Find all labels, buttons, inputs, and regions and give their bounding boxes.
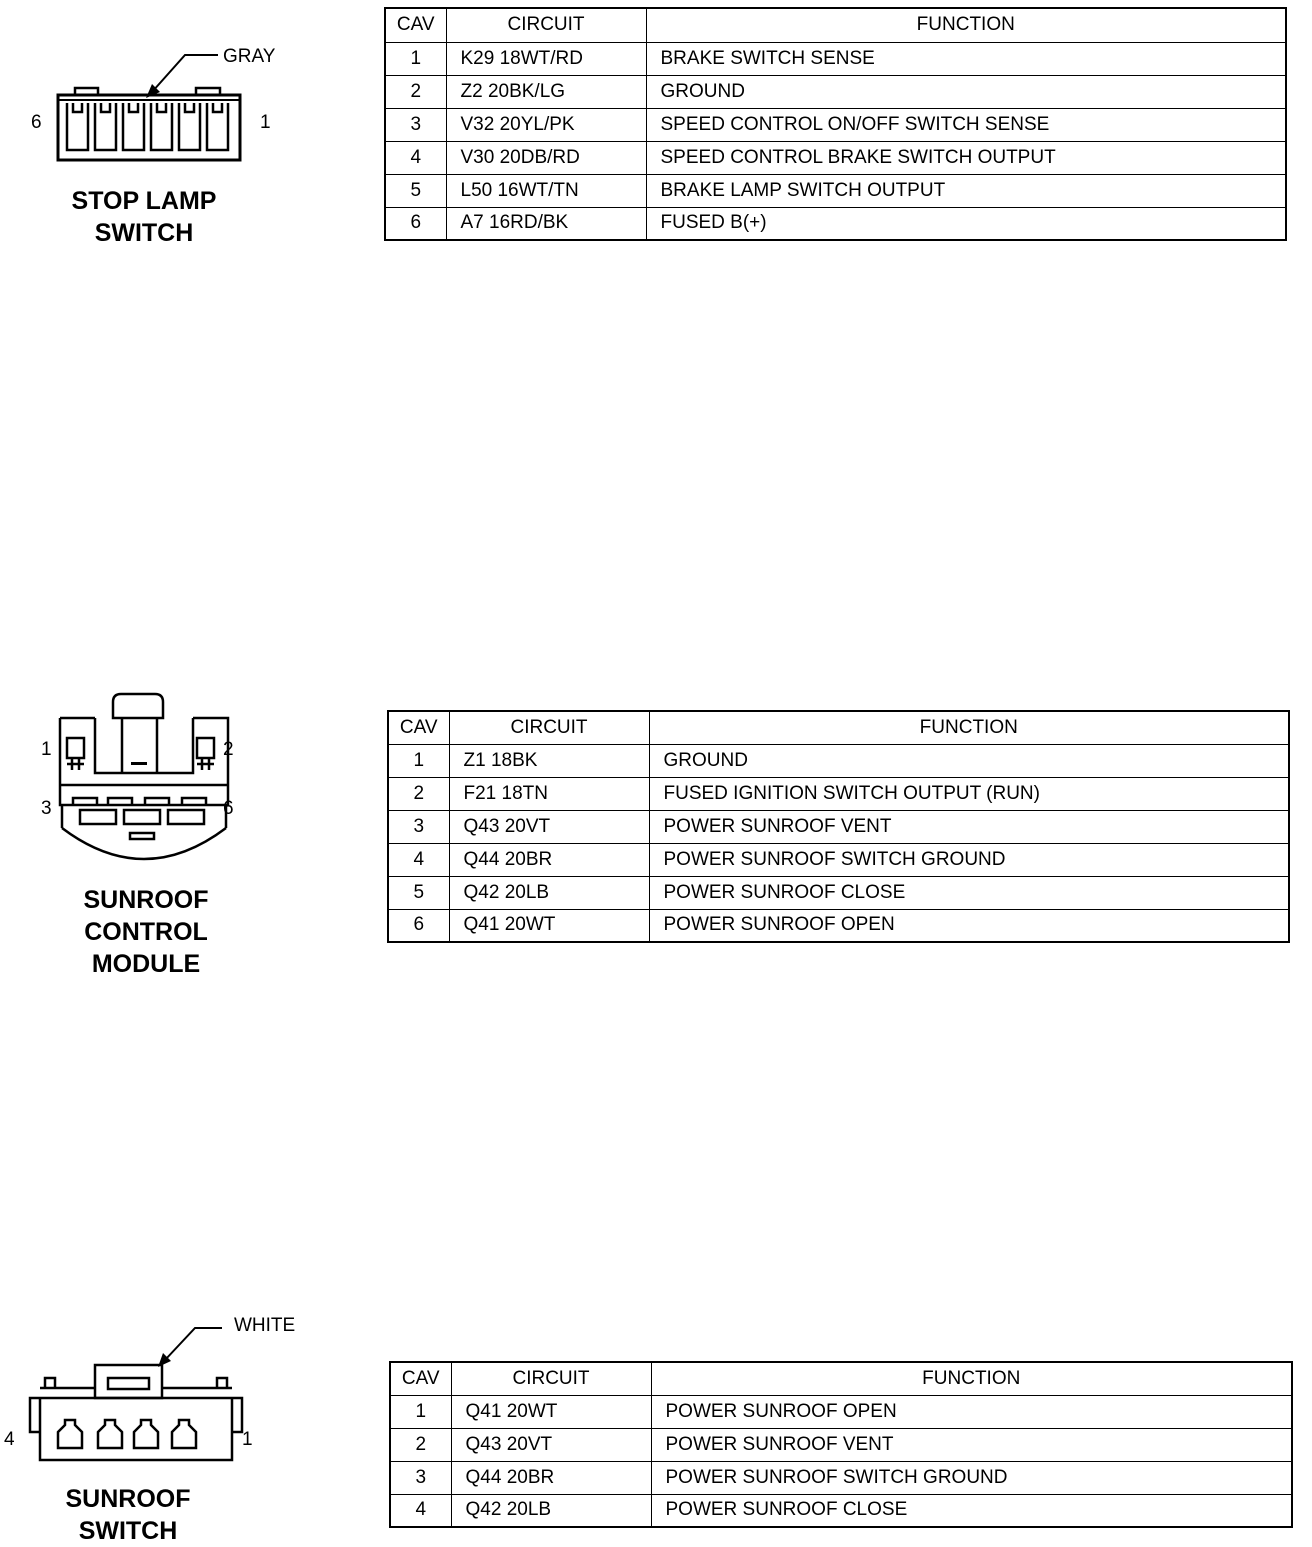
- pin-label-6: 6: [223, 798, 234, 819]
- title-line: SWITCH: [94, 219, 194, 247]
- function-cell: POWER SUNROOF SWITCH GROUND: [649, 843, 1289, 876]
- circuit-cell: Q43 20VT: [449, 810, 649, 843]
- table-header-row: [388, 711, 1289, 744]
- pin-label-left: 6: [31, 112, 42, 133]
- table-row: [390, 1428, 1292, 1461]
- pin-label-1: 1: [41, 739, 52, 760]
- cav-cell: 4: [388, 843, 449, 876]
- table-row: [385, 42, 1286, 75]
- cav-cell: 1: [385, 42, 446, 75]
- sunroof-switch-pinout-table: [389, 1361, 1293, 1528]
- table-row: [390, 1461, 1292, 1494]
- pin-label-2: 2: [223, 739, 234, 760]
- circuit-cell: Q42 20LB: [449, 876, 649, 909]
- cav-cell: 4: [385, 141, 446, 174]
- function-cell: BRAKE SWITCH SENSE: [646, 42, 1286, 75]
- sunroof-control-module-pinout-table: [387, 710, 1290, 943]
- connector-title: [28, 1483, 228, 1547]
- table-row: [385, 75, 1286, 108]
- cav-cell: 3: [385, 108, 446, 141]
- connector-color-label: GRAY: [223, 46, 276, 67]
- connector-color-label: WHITE: [234, 1315, 296, 1336]
- circuit-cell: Q42 20LB: [451, 1494, 651, 1527]
- cav-cell: 6: [388, 909, 449, 942]
- function-cell: SPEED CONTROL BRAKE SWITCH OUTPUT: [646, 141, 1286, 174]
- circuit-cell: K29 18WT/RD: [446, 42, 646, 75]
- circuit-cell: F21 18TN: [449, 777, 649, 810]
- function-cell: POWER SUNROOF SWITCH GROUND: [651, 1461, 1292, 1494]
- connector-title: [44, 185, 244, 249]
- circuit-cell: V30 20DB/RD: [446, 141, 646, 174]
- pin-label-right: 1: [242, 1429, 253, 1450]
- circuit-cell: Q41 20WT: [449, 909, 649, 942]
- circuit-cell: Z2 20BK/LG: [446, 75, 646, 108]
- sunroof-control-module-connector-diagram: [0, 680, 320, 990]
- cav-header: CAV: [390, 1362, 451, 1395]
- circuit-header: CIRCUIT: [451, 1362, 651, 1395]
- circuit-header: CIRCUIT: [449, 711, 649, 744]
- function-cell: GROUND: [646, 75, 1286, 108]
- title-line: CONTROL: [84, 918, 208, 946]
- connector-title: [46, 884, 246, 980]
- table-row: [390, 1494, 1292, 1527]
- cav-cell: 3: [390, 1461, 451, 1494]
- function-header: FUNCTION: [651, 1362, 1292, 1395]
- table-row: [388, 744, 1289, 777]
- pin-label-3: 3: [41, 798, 52, 819]
- cav-cell: 1: [388, 744, 449, 777]
- function-cell: FUSED IGNITION SWITCH OUTPUT (RUN): [649, 777, 1289, 810]
- circuit-cell: A7 16RD/BK: [446, 207, 646, 240]
- pin-label-left: 4: [4, 1429, 15, 1450]
- function-cell: POWER SUNROOF VENT: [649, 810, 1289, 843]
- function-cell: FUSED B(+): [646, 207, 1286, 240]
- cav-cell: 5: [385, 174, 446, 207]
- title-line: SUNROOF: [83, 886, 209, 914]
- cav-header: CAV: [388, 711, 449, 744]
- title-line: SWITCH: [78, 1517, 178, 1545]
- table-row: [385, 108, 1286, 141]
- cav-cell: 2: [385, 75, 446, 108]
- table-row: [388, 843, 1289, 876]
- cav-cell: 3: [388, 810, 449, 843]
- function-header: FUNCTION: [649, 711, 1289, 744]
- title-line: STOP LAMP: [71, 187, 217, 215]
- table-header-row: [385, 8, 1286, 42]
- pin-label-right: 1: [260, 112, 271, 133]
- cav-cell: 6: [385, 207, 446, 240]
- function-header: FUNCTION: [646, 8, 1286, 42]
- cav-cell: 1: [390, 1395, 451, 1428]
- cav-cell: 2: [390, 1428, 451, 1461]
- function-cell: POWER SUNROOF VENT: [651, 1428, 1292, 1461]
- table-header-row: [390, 1362, 1292, 1395]
- circuit-cell: Q43 20VT: [451, 1428, 651, 1461]
- function-cell: SPEED CONTROL ON/OFF SWITCH SENSE: [646, 108, 1286, 141]
- cav-header: CAV: [385, 8, 446, 42]
- table-row: [385, 141, 1286, 174]
- table-row: [388, 876, 1289, 909]
- table-row: [388, 777, 1289, 810]
- circuit-cell: L50 16WT/TN: [446, 174, 646, 207]
- table-row: [388, 909, 1289, 942]
- table-row: [385, 174, 1286, 207]
- sunroof-switch-connector-diagram: [0, 1310, 320, 1546]
- circuit-cell: V32 20YL/PK: [446, 108, 646, 141]
- function-cell: POWER SUNROOF CLOSE: [649, 876, 1289, 909]
- title-line: MODULE: [91, 950, 201, 978]
- cav-cell: 5: [388, 876, 449, 909]
- circuit-cell: Q41 20WT: [451, 1395, 651, 1428]
- circuit-cell: Q44 20BR: [449, 843, 649, 876]
- table-row: [390, 1395, 1292, 1428]
- function-cell: POWER SUNROOF OPEN: [649, 909, 1289, 942]
- cav-cell: 4: [390, 1494, 451, 1527]
- function-cell: BRAKE LAMP SWITCH OUTPUT: [646, 174, 1286, 207]
- function-cell: GROUND: [649, 744, 1289, 777]
- function-cell: POWER SUNROOF OPEN: [651, 1395, 1292, 1428]
- circuit-cell: Z1 18BK: [449, 744, 649, 777]
- stop-lamp-switch-pinout-table: [384, 7, 1287, 241]
- stop-lamp-switch-connector-diagram: [0, 0, 320, 260]
- table-row: [385, 207, 1286, 240]
- table-row: [388, 810, 1289, 843]
- circuit-cell: Q44 20BR: [451, 1461, 651, 1494]
- circuit-header: CIRCUIT: [446, 8, 646, 42]
- cav-cell: 2: [388, 777, 449, 810]
- function-cell: POWER SUNROOF CLOSE: [651, 1494, 1292, 1527]
- title-line: SUNROOF: [65, 1485, 191, 1513]
